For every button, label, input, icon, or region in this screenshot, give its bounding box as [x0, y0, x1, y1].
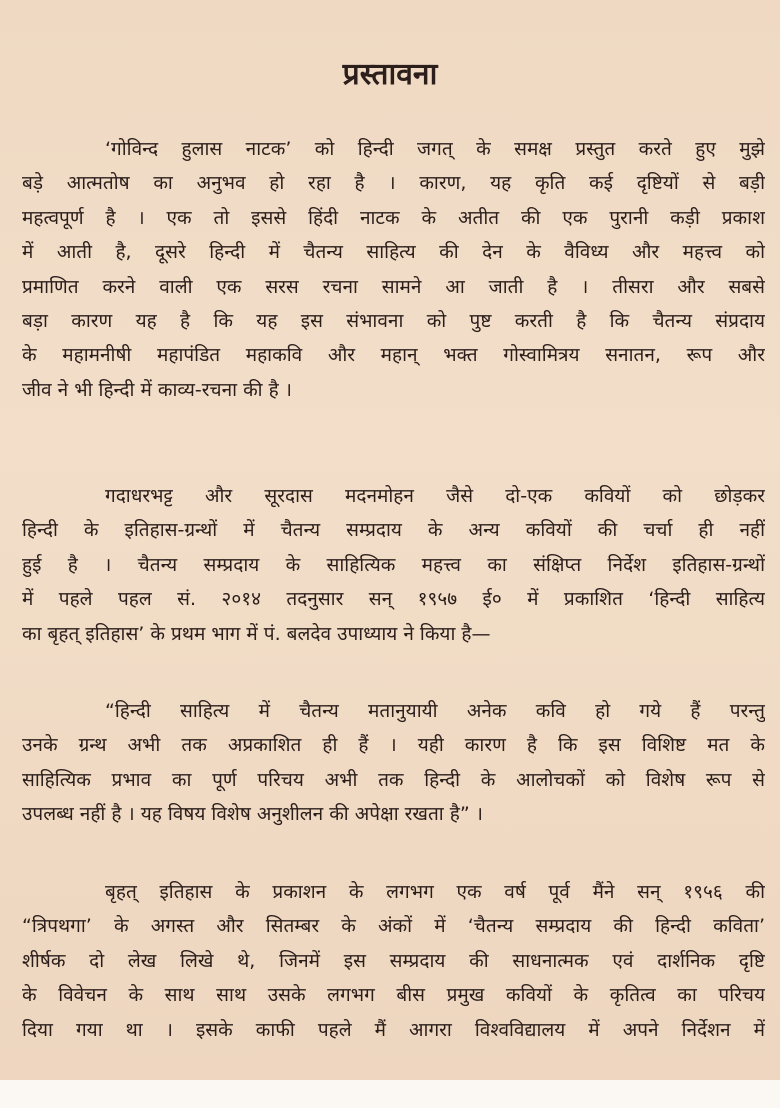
text-line: बड़ा कारण यह है कि यह इस संभावना को पुष्ट करती है कि चैतन्य संप्रदाय [22, 309, 765, 332]
text-line: बृहत् इतिहास के प्रकाशन के लगभग एक वर्ष पूर्व मैंने सन् १९५६ की [105, 881, 765, 903]
text-line: साहित्यिक प्रभाव का पूर्ण परिचय अभी तक हिन्दी के आलोचकों को विशेष रूप से [22, 768, 765, 791]
text-line: प्रमाणित करने वाली एक सरस रचना सामने आ जाती है । तीसरा और सबसे [22, 275, 765, 298]
text-line: में आती है, दूसरे हिन्दी में चैतन्य साहित्य की देन के वैविध्य और महत्त्व को [22, 241, 765, 264]
page-title: प्रस्तावना [342, 57, 438, 92]
text-line: के महामनीषी महापंडित महाकवि और महान् भक्त गोस्वामित्रय सनातन, रूप और [22, 344, 765, 367]
text-line: जीव ने भी हिन्दी में काव्य-रचना की है । [22, 378, 292, 401]
paragraph-4 [22, 875, 765, 1047]
paragraph-2 [22, 479, 765, 651]
text-line: महत्वपूर्ण है । एक तो इससे हिंदी नाटक के अतीत की एक पुरानी कड़ी प्रकाश [22, 206, 765, 229]
paragraph-1 [22, 132, 765, 407]
text-line: शीर्षक दो लेख लिखे थे, जिनमें इस सम्प्रदाय की साधनात्मक एवं दार्शनिक दृष्टि [22, 949, 765, 972]
text-line: “त्रिपथगा’ के अगस्त और सितम्बर के अंकों में ‘चैतन्य सम्प्रदाय की हिन्दी कविता’ [22, 915, 765, 938]
text-line: उनके ग्रन्थ अभी तक अप्रकाशित ही हैं । यही कारण है कि इस विशिष्ट मत के [22, 734, 765, 757]
text-line: दिया गया था । इसके काफी पहले मैं आगरा विश्वविद्यालय में अपने निर्देशन में [22, 1018, 765, 1041]
text-line: हिन्दी के इतिहास-ग्रन्थों में चैतन्य सम्प्रदाय के अन्य कवियों की चर्चा ही नहीं [22, 519, 765, 542]
text-line: उपलब्ध नहीं है । यह विषय विशेष अनुशीलन की अपेक्षा रखता है” । [22, 803, 483, 826]
text-line: में पहले पहल सं. २०१४ तदनुसार सन् १९५७ ई० में प्रकाशित ‘हिन्दी साहित्य [22, 588, 765, 611]
quotation-paragraph [22, 694, 765, 832]
text-line: के विवेचन के साथ साथ उसके लगभग बीस प्रमुख कवियों के कृतित्व का परिचय [22, 984, 765, 1007]
text-line: बड़े आत्मतोष का अनुभव हो रहा है । कारण, यह कृति कई दृष्टियों से बड़ी [22, 172, 765, 195]
text-line: का बृहत् इतिहास’ के प्रथम भाग में पं. बलदेव उपाध्याय ने किया है— [22, 622, 491, 645]
text-line: ‘गोविन्द हुलास नाटक’ को हिन्दी जगत् के समक्ष प्रस्तुत करते हुए मुझे [105, 138, 765, 160]
text-line: गदाधरभट्ट और सूरदास मदनमोहन जैसे दो-एक कवियों को छोड़कर [105, 485, 765, 507]
page-bottom-margin [0, 1080, 780, 1108]
text-line: हुई है । चैतन्य सम्प्रदाय के साहित्यिक महत्त्व का संक्षिप्त निर्देश इतिहास-ग्रन्थों [22, 553, 765, 576]
text-line: “हिन्दी साहित्य में चैतन्य मतानुयायी अनेक कवि हो गये हैं परन्तु [105, 700, 765, 722]
